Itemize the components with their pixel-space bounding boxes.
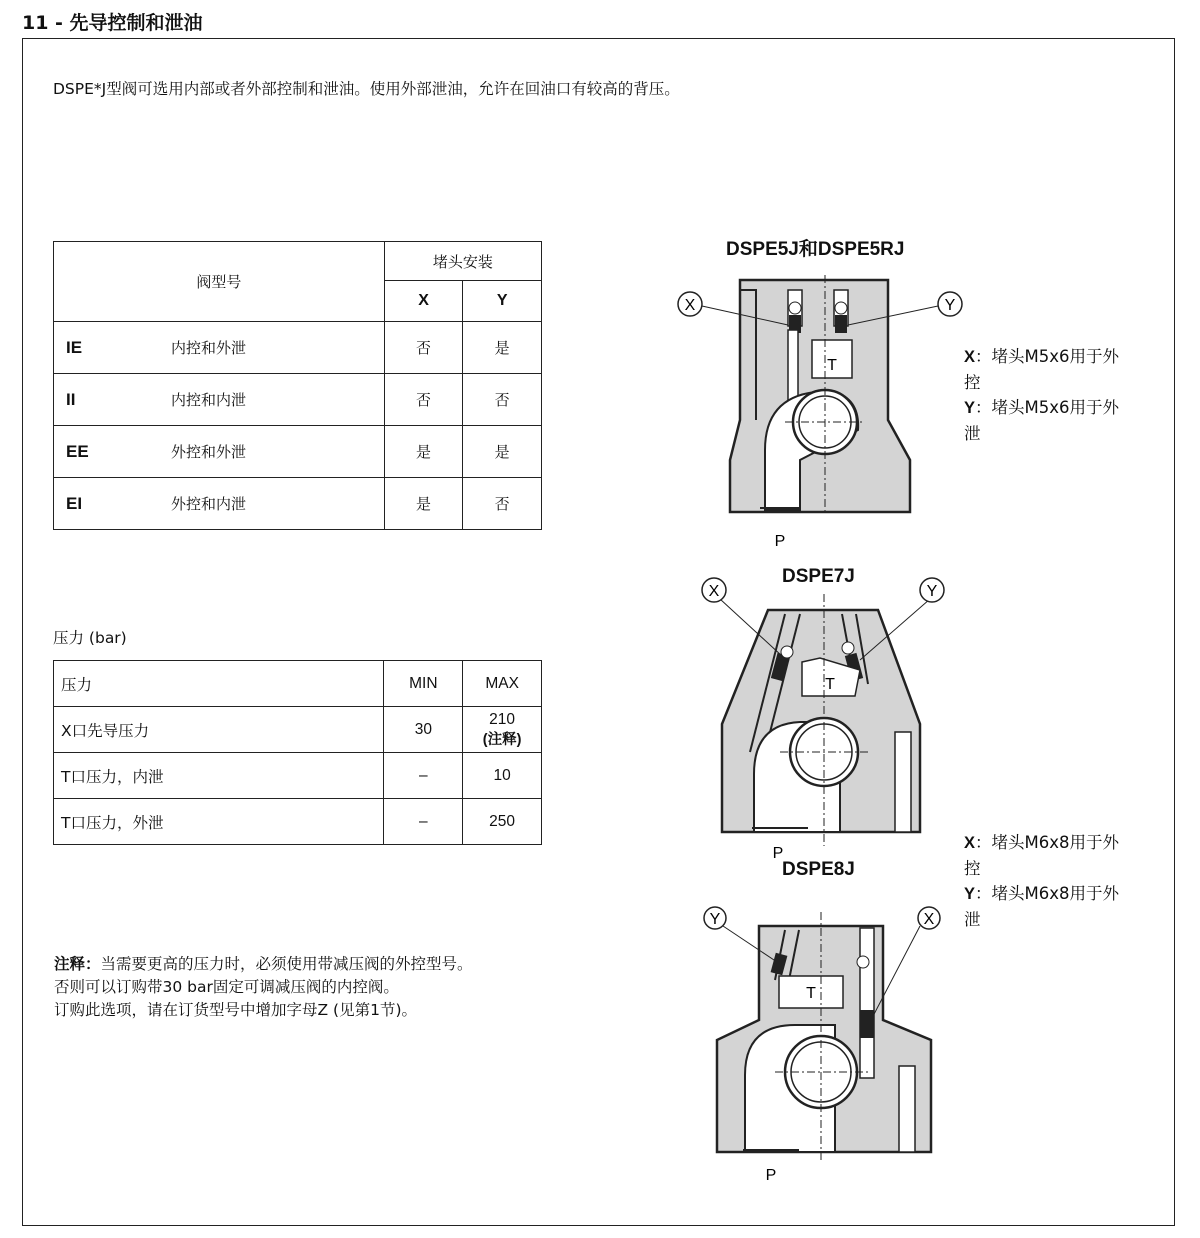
table-row bbox=[54, 426, 542, 478]
port-p-label: P bbox=[774, 533, 786, 550]
diagram-dspe8j bbox=[695, 900, 955, 1190]
diagram-3-title: DSPE8J bbox=[782, 859, 855, 880]
plug-table bbox=[53, 241, 542, 530]
col-header-pressure: 压力 bbox=[54, 661, 384, 707]
port-p-label: P bbox=[765, 1167, 777, 1184]
row-code: II bbox=[66, 390, 76, 409]
row-max-note: (注释) bbox=[482, 731, 522, 748]
port-t-label: T bbox=[827, 357, 837, 374]
col-header-y: Y bbox=[463, 281, 542, 322]
row-max-value: 210 bbox=[489, 710, 516, 728]
row-y: 否 bbox=[463, 374, 542, 426]
note-line-3: 订购此选项，请在订货型号中增加字母Z (见第1节)。 bbox=[54, 1001, 418, 1019]
table-row bbox=[54, 374, 542, 426]
col-header-x: X bbox=[384, 281, 463, 322]
intro-text: DSPE*J型阀可选用内部或者外部控制和泄油。使用外部泄油，允许在回油口有较高的背压。 bbox=[53, 80, 680, 98]
diagram-dspe5j bbox=[670, 270, 970, 555]
row-y: 是 bbox=[463, 426, 542, 478]
row-min: 30 bbox=[384, 707, 463, 753]
row-desc: 外控和内泄 bbox=[171, 495, 247, 513]
port-y-label: Y bbox=[926, 583, 938, 600]
col-header-max: MAX bbox=[463, 661, 542, 707]
pressure-table bbox=[53, 660, 542, 845]
row-code: IE bbox=[66, 338, 83, 357]
row-label: T口压力，内泄 bbox=[54, 753, 384, 799]
row-min: – bbox=[384, 799, 463, 845]
row-label: T口压力，外泄 bbox=[54, 799, 384, 845]
note-line-2: 否则可以订购带30 bar固定可调减压阀的内控阀。 bbox=[54, 978, 399, 996]
row-desc: 外控和外泄 bbox=[171, 443, 247, 461]
row-code: EI bbox=[66, 494, 83, 513]
note-block bbox=[54, 953, 473, 1022]
table-row bbox=[54, 707, 542, 753]
port-p-label: P bbox=[772, 845, 784, 862]
table-row bbox=[54, 753, 542, 799]
plug-note-1-y-text: ：堵头M5x6用于外泄 bbox=[964, 398, 1120, 443]
port-x-label: X bbox=[923, 911, 935, 928]
port-y-label: Y bbox=[709, 911, 721, 928]
col-header-min: MIN bbox=[384, 661, 463, 707]
col-header-plug: 堵头安装 bbox=[384, 242, 541, 281]
row-label: X口先导压力 bbox=[54, 707, 384, 753]
content-frame bbox=[22, 38, 1175, 1226]
table-row bbox=[54, 478, 542, 530]
row-code: EE bbox=[66, 442, 89, 461]
row-x: 是 bbox=[384, 478, 463, 530]
plug-note-1-y-key: Y bbox=[964, 399, 976, 417]
col-header-model: 阀型号 bbox=[54, 242, 385, 322]
diagram-dspe7j bbox=[690, 574, 960, 864]
row-y: 否 bbox=[463, 478, 542, 530]
row-desc: 内控和内泄 bbox=[171, 391, 247, 409]
port-y-label: Y bbox=[944, 297, 956, 314]
row-min: – bbox=[384, 753, 463, 799]
port-x-label: X bbox=[684, 297, 696, 314]
diagram-2-title: DSPE7J bbox=[782, 566, 855, 587]
plug-note-2-x-key: X bbox=[964, 834, 976, 852]
port-t-label: T bbox=[825, 676, 835, 693]
port-x-label: X bbox=[708, 583, 720, 600]
section-title: 11 - 先导控制和泄油 bbox=[22, 12, 203, 34]
note-line-1: 当需要更高的压力时，必须使用带减压阀的外控型号。 bbox=[100, 955, 473, 973]
row-desc: 内控和外泄 bbox=[171, 339, 247, 357]
row-max: 250 bbox=[463, 799, 542, 845]
row-x: 是 bbox=[384, 426, 463, 478]
port-t-label: T bbox=[806, 985, 816, 1002]
plug-note-1-x-key: X bbox=[964, 348, 976, 366]
row-y: 是 bbox=[463, 322, 542, 374]
row-max bbox=[463, 707, 542, 753]
pressure-caption: 压力 (bar) bbox=[53, 629, 127, 647]
plug-note-1-x-text: ：堵头M5x6用于外控 bbox=[964, 347, 1120, 392]
row-x: 否 bbox=[384, 374, 463, 426]
plug-note-2-x-text: ：堵头M6x8用于外控 bbox=[964, 833, 1120, 878]
plug-note-2-y-key: Y bbox=[964, 885, 976, 903]
row-x: 否 bbox=[384, 322, 463, 374]
note-label: 注释： bbox=[54, 955, 101, 973]
table-row bbox=[54, 799, 542, 845]
row-max: 10 bbox=[463, 753, 542, 799]
table-row bbox=[54, 322, 542, 374]
plug-note-2 bbox=[964, 830, 1124, 932]
plug-note-2-y-text: ：堵头M6x8用于外泄 bbox=[964, 884, 1120, 929]
plug-note-1 bbox=[964, 344, 1124, 446]
diagram-1-title: DSPE5J和DSPE5RJ bbox=[726, 239, 905, 260]
